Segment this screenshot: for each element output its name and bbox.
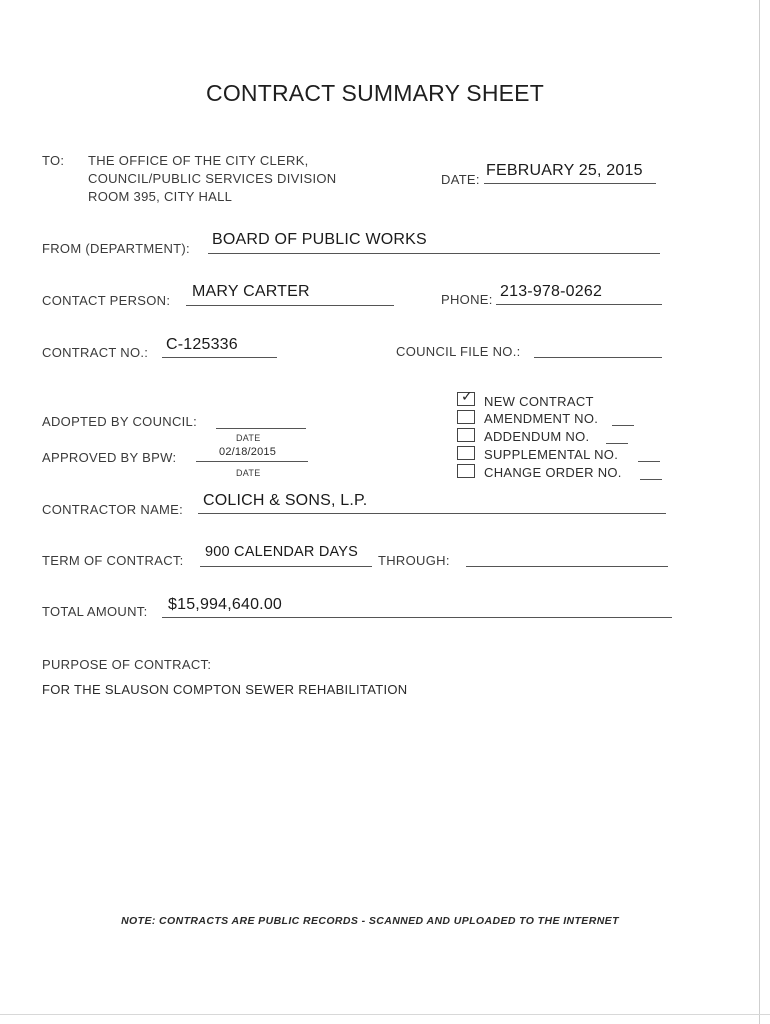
date-underline <box>484 183 656 184</box>
checkbox-amendment[interactable] <box>457 410 475 424</box>
adopted-label: ADOPTED BY COUNCIL: <box>42 414 197 429</box>
checkbox-addendum[interactable] <box>457 428 475 442</box>
date-label: DATE: <box>441 172 480 187</box>
contractor-value[interactable]: COLICH & SONS, L.P. <box>203 492 368 509</box>
amendment-no-underline <box>612 425 634 426</box>
contact-underline <box>186 305 394 306</box>
option-amendment: AMENDMENT NO. <box>484 411 599 426</box>
through-underline <box>466 566 668 567</box>
council-file-label: COUNCIL FILE NO.: <box>396 344 521 359</box>
through-label: THROUGH: <box>378 553 450 568</box>
purpose-value: FOR THE SLAUSON COMPTON SEWER REHABILITATION <box>42 682 408 697</box>
date-value[interactable]: FEBRUARY 25, 2015 <box>486 162 643 179</box>
purpose-label: PURPOSE OF CONTRACT: <box>42 657 212 672</box>
phone-underline <box>496 304 662 305</box>
contractor-underline <box>198 513 666 514</box>
contractor-label: CONTRACTOR NAME: <box>42 502 184 517</box>
page-edge-bottom <box>0 1014 770 1015</box>
option-new-contract: NEW CONTRACT <box>484 394 594 409</box>
checkbox-change-order[interactable] <box>457 464 475 478</box>
contact-value[interactable]: MARY CARTER <box>192 283 310 300</box>
contract-no-value[interactable]: C-125336 <box>166 336 238 353</box>
from-value[interactable]: BOARD OF PUBLIC WORKS <box>212 231 427 248</box>
term-value[interactable]: 900 CALENDAR DAYS <box>205 544 359 560</box>
contract-no-underline <box>162 357 277 358</box>
to-line-3: ROOM 395, CITY HALL <box>88 189 233 204</box>
to-label: TO: <box>42 153 65 168</box>
adopted-underline <box>216 428 306 429</box>
term-underline <box>200 566 372 567</box>
total-underline <box>162 617 672 618</box>
approved-underline <box>196 461 308 462</box>
check-mark-icon: ✓ <box>461 389 473 405</box>
addendum-no-underline <box>606 443 628 444</box>
contract-no-label: CONTRACT NO.: <box>42 345 149 360</box>
page-title: CONTRACT SUMMARY SHEET <box>206 80 544 106</box>
total-value[interactable]: $15,994,640.00 <box>168 596 283 613</box>
option-change-order: CHANGE ORDER NO. <box>484 465 622 480</box>
term-label: TERM OF CONTRACT: <box>42 553 184 568</box>
checkbox-supplemental[interactable] <box>457 446 475 460</box>
to-line-2: COUNCIL/PUBLIC SERVICES DIVISION <box>88 171 337 186</box>
adopted-date-sublabel: DATE <box>236 433 261 443</box>
total-label: TOTAL AMOUNT: <box>42 604 148 619</box>
phone-label: PHONE: <box>441 292 493 307</box>
from-underline <box>208 253 660 254</box>
from-label: FROM (DEPARTMENT): <box>42 241 190 256</box>
checkbox-new-contract[interactable] <box>457 389 475 406</box>
change-order-no-underline <box>640 479 662 480</box>
approved-date-sublabel: DATE <box>236 468 261 478</box>
supplemental-no-underline <box>638 461 660 462</box>
option-addendum: ADDENDUM NO. <box>484 429 590 444</box>
approved-value[interactable]: 02/18/2015 <box>219 446 277 458</box>
contact-label: CONTACT PERSON: <box>42 293 171 308</box>
phone-value[interactable]: 213-978-0262 <box>500 283 603 300</box>
approved-label: APPROVED BY BPW: <box>42 450 177 465</box>
public-records-note: NOTE: CONTRACTS ARE PUBLIC RECORDS - SCANNED AND UPLOADED TO THE INTERNET <box>121 915 619 927</box>
page-edge-right <box>759 0 760 1024</box>
to-line-1: THE OFFICE OF THE CITY CLERK, <box>88 153 309 168</box>
option-supplemental: SUPPLEMENTAL NO. <box>484 447 619 462</box>
council-file-underline <box>534 357 662 358</box>
